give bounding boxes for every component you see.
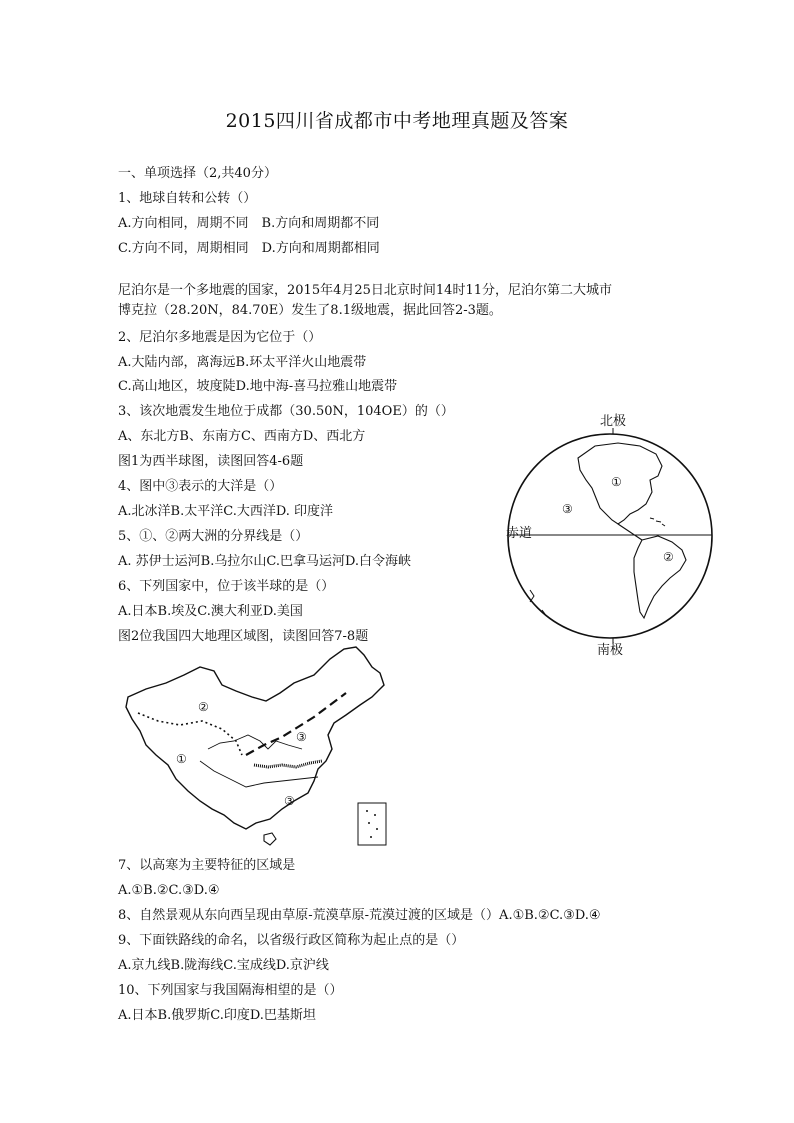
continent-2-mark: ② [663, 550, 674, 564]
text-line: 图1为西半球图，读图回答4-6题 [118, 454, 304, 469]
text-line: C.方向不同，周期相同 D.方向和周期都相同 [118, 241, 380, 256]
text-line: 9、下面铁路线的命名，以省级行政区简称为起止点的是（） [118, 933, 465, 948]
south-pole-label: 南极 [597, 643, 624, 658]
text-line: A.方向相同，周期不同 B.方向和周期都不同 [118, 216, 380, 231]
text-line: A.北冰洋B.太平洋C.大西洋D. 印度洋 [118, 504, 334, 519]
hainan-island [264, 833, 276, 845]
northwest-boundary-dotted [138, 713, 242, 755]
text-line: 8、自然景观从东向西呈现由草原-荒漠草原-荒漠过渡的区域是（）A.①B.②C.③D.④ [118, 908, 601, 923]
text-line: 10、下列国家与我国隔海相望的是（） [118, 983, 343, 998]
text-line: 一、单项选择（2,共40分） [118, 166, 277, 181]
north-pole-label: 北极 [600, 414, 627, 429]
text-line: 4、图中③表示的大洋是（） [118, 479, 283, 494]
text-line: 5、①、②两大洲的分界线是（） [118, 529, 309, 544]
text-line: 图2位我国四大地理区域图，读图回答7-8题 [118, 629, 369, 644]
page-title: 2015四川省成都市中考地理真题及答案 [225, 110, 569, 132]
text-line: 7、以高寒为主要特征的区域是 [118, 858, 296, 873]
equator-label: 赤道 [506, 526, 533, 541]
text-line: 2、尼泊尔多地震是因为它位于（） [118, 330, 322, 345]
china-regions-map [118, 645, 400, 855]
text-line: A.①B.②C.③D.④ [118, 883, 220, 898]
text-line: 博克拉（28.20N，84.70E）发生了8.1级地震，据此回答2-3题。 [118, 303, 502, 318]
text-line: 尼泊尔是一个多地震的国家，2015年4月25日北京时间14时11分，尼泊尔第二大城市 [118, 283, 612, 298]
text-line: C.高山地区，坡度陡D.地中海-喜马拉雅山地震带 [118, 379, 398, 394]
text-line: A、东北方B、东南方C、西南方D、西北方 [118, 429, 366, 444]
qinling-huaihe-line [254, 761, 322, 767]
continent-1-mark: ① [611, 475, 622, 489]
text-line: A.日本B.俄罗斯C.印度D.巴基斯坦 [118, 1008, 316, 1023]
region-3b-mark: ③ [284, 794, 295, 808]
text-line: A. 苏伊士运河B.乌拉尔山C.巴拿马运河D.白令海峡 [118, 554, 412, 569]
text-line: A.日本B.埃及C.澳大利亚D.美国 [118, 604, 303, 619]
region-1-mark: ① [176, 752, 187, 766]
south-sea-islands [366, 811, 378, 837]
text-line: A.京九线B.陇海线C.宝成线D.京沪线 [118, 958, 329, 973]
globe-outline [508, 434, 712, 638]
yellow-river [208, 735, 302, 749]
region-3a-mark: ③ [296, 730, 307, 744]
region-2-mark: ② [198, 700, 209, 714]
text-line: 1、地球自转和公转（） [118, 191, 257, 206]
south-america-outline [634, 536, 686, 618]
south-sea-inset [358, 803, 386, 845]
caribbean-islands [650, 518, 665, 526]
western-hemisphere-map [500, 410, 720, 660]
text-line: 3、该次地震发生地位于成都（30.50N，104OE）的（） [118, 404, 454, 419]
text-line: A.大陆内部，离海远B.环太平洋火山地震带 [118, 355, 367, 370]
ocean-3-mark: ③ [562, 502, 573, 516]
text-line: 6、下列国家中，位于该半球的是（） [118, 579, 335, 594]
central-america-outline [618, 524, 642, 540]
